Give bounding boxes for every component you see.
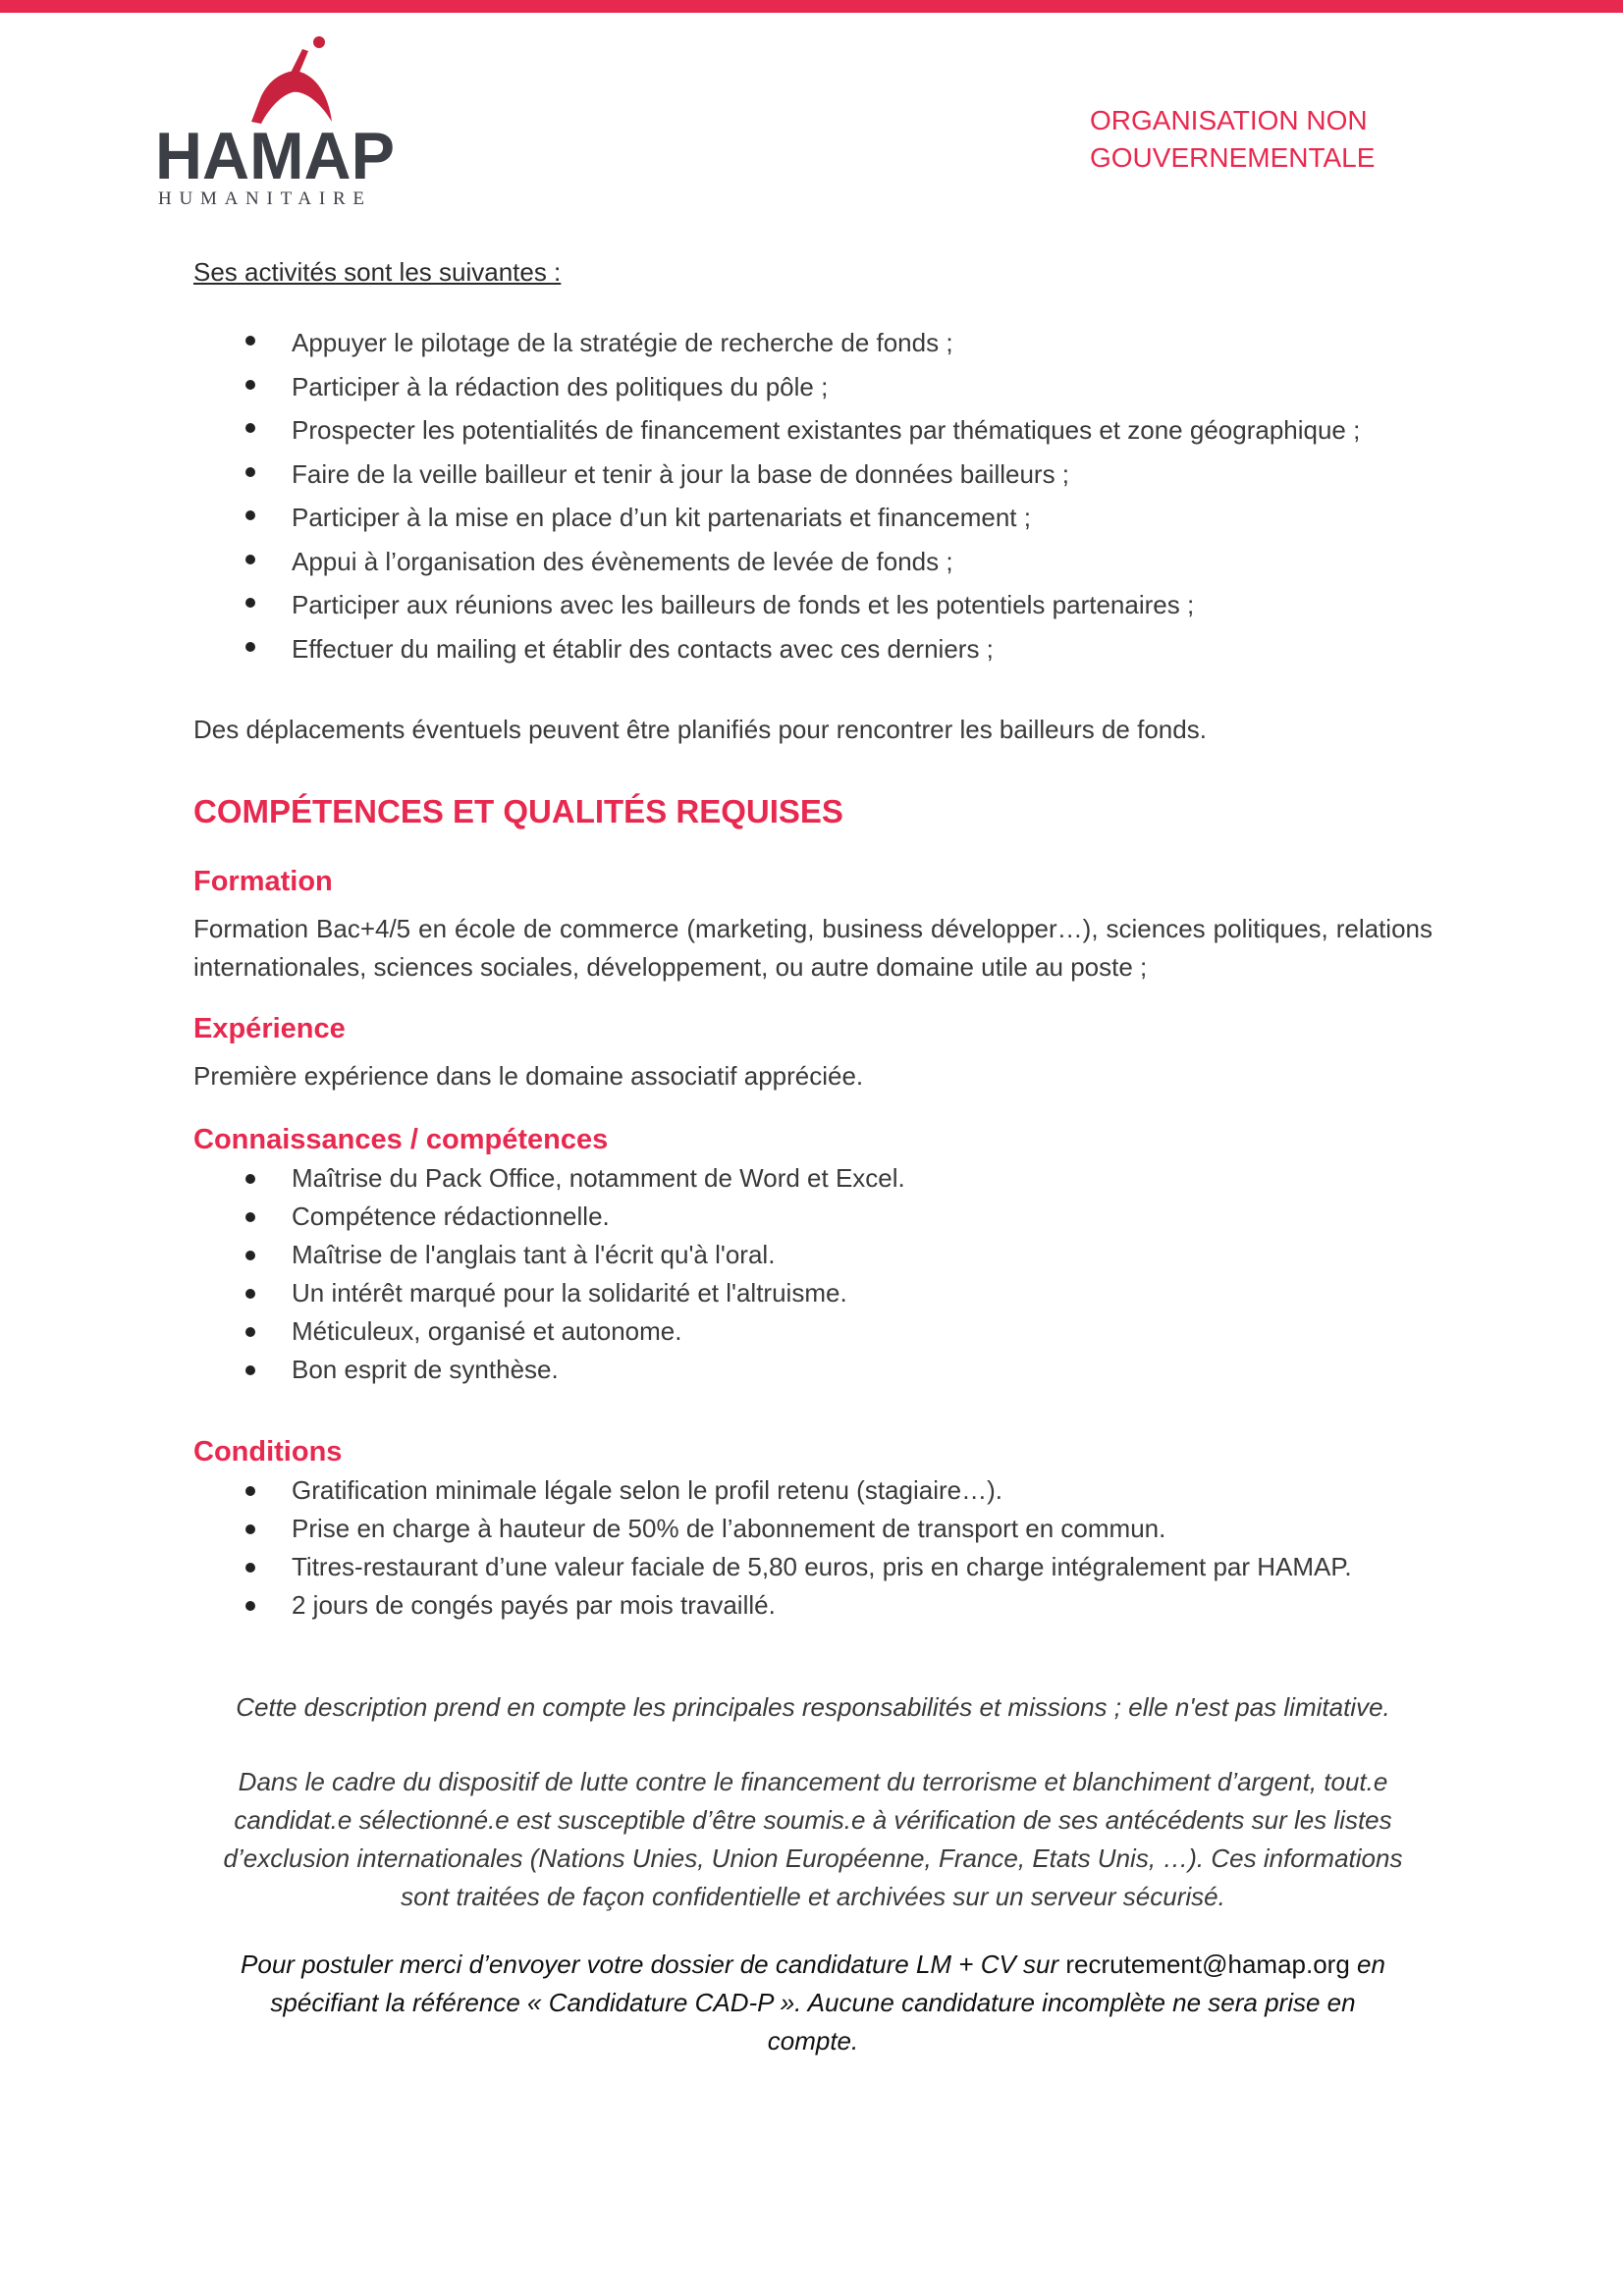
list-item: Participer à la mise en place d’un kit partenariats et financement ; [193, 496, 1433, 540]
document-body [193, 253, 1433, 2060]
knowledge-heading: Connaissances / compétences [193, 1124, 609, 1155]
top-accent-bar [0, 0, 1623, 13]
org-type-line-2: GOUVERNEMENTALE [1090, 142, 1376, 173]
formation-heading: Formation [193, 866, 333, 897]
logo-head-icon [313, 36, 325, 48]
conditions-list [193, 1471, 1433, 1625]
list-item: Méticuleux, organisé et autonome. [193, 1312, 1433, 1351]
organisation-type [1090, 102, 1375, 177]
logo-sub-text: HUMANITAIRE [158, 188, 364, 209]
logo-figure-icon [251, 71, 332, 124]
list-item: Participer aux réunions avec les bailleurs de fonds et les potentiels partenaires ; [193, 583, 1433, 627]
list-item: Prise en charge à hauteur de 50% de l’abonnement de transport en commun. [193, 1510, 1433, 1548]
list-item: Prospecter les potentialités de financement existantes par thématiques et zone géographique ; [193, 408, 1433, 453]
activities-title: Ses activités sont les suivantes : [193, 257, 562, 287]
compliance-note: Dans le cadre du dispositif de lutte contre le financement du terrorisme et blanchiment d’argent, tout.e candidat.e sélectionné.e est susceptible d’être soumis.e à vérification de ses antécédents sur les listes d’exclusion internationales (Nations Unies, Union Européenne, France, Etats Unis, …). Ces informations sont traitées de façon confidentielle et archivées sur un serveur sécurisé. [223, 1767, 1403, 1911]
list-item: Appui à l’organisation des évènements de levée de fonds ; [193, 540, 1433, 584]
list-item: Bon esprit de synthèse. [193, 1351, 1433, 1389]
list-item: Maîtrise de l'anglais tant à l'écrit qu'à l'oral. [193, 1236, 1433, 1274]
application-instructions [193, 1946, 1433, 2060]
list-item: Faire de la veille bailleur et tenir à jour la base de données bailleurs ; [193, 453, 1433, 497]
list-item: Gratification minimale légale selon le profil retenu (stagiaire…). [193, 1471, 1433, 1510]
skills-heading: COMPÉTENCES ET QUALITÉS REQUISES [193, 793, 843, 829]
activities-list [193, 321, 1433, 670]
recruitment-email-link[interactable]: recrutement@hamap.org [1065, 1949, 1350, 1979]
list-item: Compétence rédactionnelle. [193, 1198, 1433, 1236]
apply-text-end: en spécifiant la référence « Candidature CAD-P ». Aucune candidature incomplète ne sera prise en compte. [270, 1949, 1385, 2056]
list-item: Un intérêt marqué pour la solidarité et l'altruisme. [193, 1274, 1433, 1312]
list-item: 2 jours de congés payés par mois travaillé. [193, 1586, 1433, 1625]
logo-main-text: HAMAP [155, 119, 395, 193]
knowledge-list [193, 1159, 1433, 1389]
conditions-heading: Conditions [193, 1436, 343, 1468]
description-note: Cette description prend en compte les principales responsabilités et missions ; elle n'est pas limitative. [236, 1692, 1390, 1722]
list-item: Effectuer du mailing et établir des contacts avec ces derniers ; [193, 627, 1433, 671]
logo-arm-icon [291, 49, 308, 75]
travel-paragraph: Des déplacements éventuels peuvent être planifiés pour rencontrer les bailleurs de fonds. [193, 715, 1207, 744]
list-item: Maîtrise du Pack Office, notamment de Word et Excel. [193, 1159, 1433, 1198]
list-item: Appuyer le pilotage de la stratégie de recherche de fonds ; [193, 321, 1433, 365]
list-item: Participer à la rédaction des politiques du pôle ; [193, 365, 1433, 409]
experience-heading: Expérience [193, 1013, 346, 1044]
list-item: Titres-restaurant d’une valeur faciale de 5,80 euros, pris en charge intégralement par HAMAP. [193, 1548, 1433, 1586]
org-type-line-1: ORGANISATION NON [1090, 105, 1368, 135]
formation-paragraph: Formation Bac+4/5 en école de commerce (marketing, business développer…), sciences politiques, relations internationales, sciences sociales, développement, ou autre domaine utile au poste ; [193, 914, 1433, 982]
apply-text-start: Pour postuler merci d’envoyer votre dossier de candidature LM + CV sur [241, 1949, 1066, 1979]
hamap-logo [155, 33, 401, 210]
experience-paragraph: Première expérience dans le domaine associatif appréciée. [193, 1061, 864, 1091]
